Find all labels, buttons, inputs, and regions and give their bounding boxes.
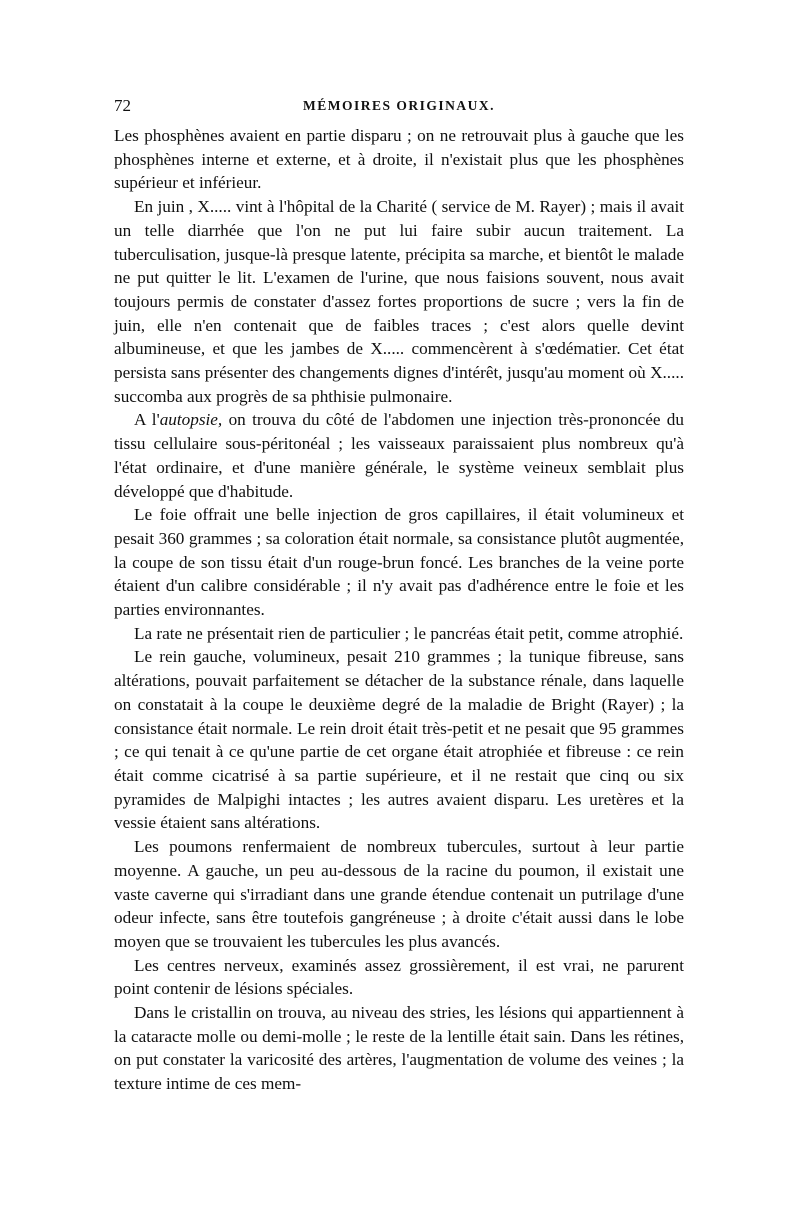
paragraph-june-hospital <box>114 195 684 408</box>
page-header <box>114 96 684 122</box>
running-title: MÉMOIRES ORIGINAUX. <box>302 98 495 113</box>
paragraph-nerve-centres <box>114 954 684 1001</box>
paragraph-liver <box>114 503 684 622</box>
paragraph-phosphenes <box>114 124 684 195</box>
body-text <box>114 124 684 1096</box>
paragraph-text: on trouva du côté de l'abdomen une injection très-prononcée du tissu cellulaire sous-péritonéal ; les vaisseaux paraissaient plus nombreux qu'à l'état ordinaire, et d'une manière générale, le système veineux semblait plus développé que d'habitude. <box>114 410 684 501</box>
paragraph-autopsy <box>114 408 684 503</box>
italic-term: autopsie, <box>159 410 223 430</box>
paragraph-text: La rate ne présentait rien de particulier ; le pancréas était petit, comme atrophié. <box>134 623 684 643</box>
paragraph-spleen <box>114 622 684 646</box>
paragraph-text: En juin , X..... vint à l'hôpital de la Charité ( service de M. Rayer) ; mais il avait un telle diarrhée que l'on ne put lui faire subir aucun traitement. La tuberculisation, jusque-là presque latente, précipita sa marche, et bientôt le malade ne put quitter le lit. L'examen de l'urine, que nous faisions souvent, nous avait toujours permis de constater d'assez fortes proportions de sucre ; vers la fin de juin, elle n'en contenait que de faibles traces ; c'est alors quelle devint albumineuse, et que les jambes de X..... commencèrent à s'œdématier. Cet état persista sans présenter des changements dignes d'intérêt, jusqu'au moment où X..... succomba aux progrès de sa phthisie pulmonaire. <box>114 197 684 406</box>
paragraph-text: Le foie offrait une belle injection de gros capillaires, il était volumineux et pesait 360 grammes ; sa coloration était normale, sa consistance plutôt augmentée, la coupe de son tissu était d'un rouge-brun foncé. Les branches de la veine porte étaient d'un calibre considérable ; il n'y avait pas d'adhérence entre le foie et les parties environnantes. <box>114 505 684 620</box>
paragraph-crystalline <box>114 1001 684 1096</box>
paragraph-text: Les phosphènes avaient en partie disparu ; on ne retrouvait plus à gauche que les phosphènes interne et externe, et à droite, il n'existait plus que les phosphènes supérieur et inférieur. <box>114 126 684 193</box>
paragraph-text: Dans le cristallin on trouva, au niveau des stries, les lésions qui appartiennent à la cataracte molle ou demi-molle ; le reste de la lentille était sain. Dans les rétines, on put constater la varicosité des artères, l'augmentation de volume des veines ; la texture intime de ces mem- <box>114 1003 684 1094</box>
paragraph-kidneys <box>114 645 684 835</box>
paragraph-text: Le rein gauche, volumineux, pesait 210 grammes ; la tunique fibreuse, sans altérations, pouvait parfaitement se détacher de la substance rénale, dans laquelle on constatait à la coupe le deuxième degré de la maladie de Bright (Rayer) ; la consistance était normale. Le rein droit était très-petit et ne pesait que 95 grammes ; ce qui tenait à ce qu'une partie de cet organe était atrophiée et fibreuse : ce rein était comme cicatrisé à sa partie supérieure, et il ne restait que cinq ou six pyramides de Malpighi intactes ; les autres avaient disparu. Les uretères et la vessie étaient sans altérations. <box>114 647 684 833</box>
paragraph-text: Les poumons renfermaient de nombreux tubercules, surtout à leur partie moyenne. A gauche, un peu au-dessous de la racine du poumon, il existait une vaste caverne qui s'irradiant dans une grande étendue contenait un putrilage d'une odeur infecte, sans être toutefois gangréneuse ; à droite c'était aussi dans le lobe moyen que se trouvaient les tubercules les plus avancés. <box>114 837 684 951</box>
document-page <box>114 96 684 1096</box>
page-number: 72 <box>114 96 131 115</box>
paragraph-lungs <box>114 835 684 954</box>
paragraph-text: A l' <box>134 410 160 430</box>
paragraph-text: Les centres nerveux, examinés assez grossièrement, il est vrai, ne parurent point contenir de lésions spéciales. <box>114 955 684 999</box>
